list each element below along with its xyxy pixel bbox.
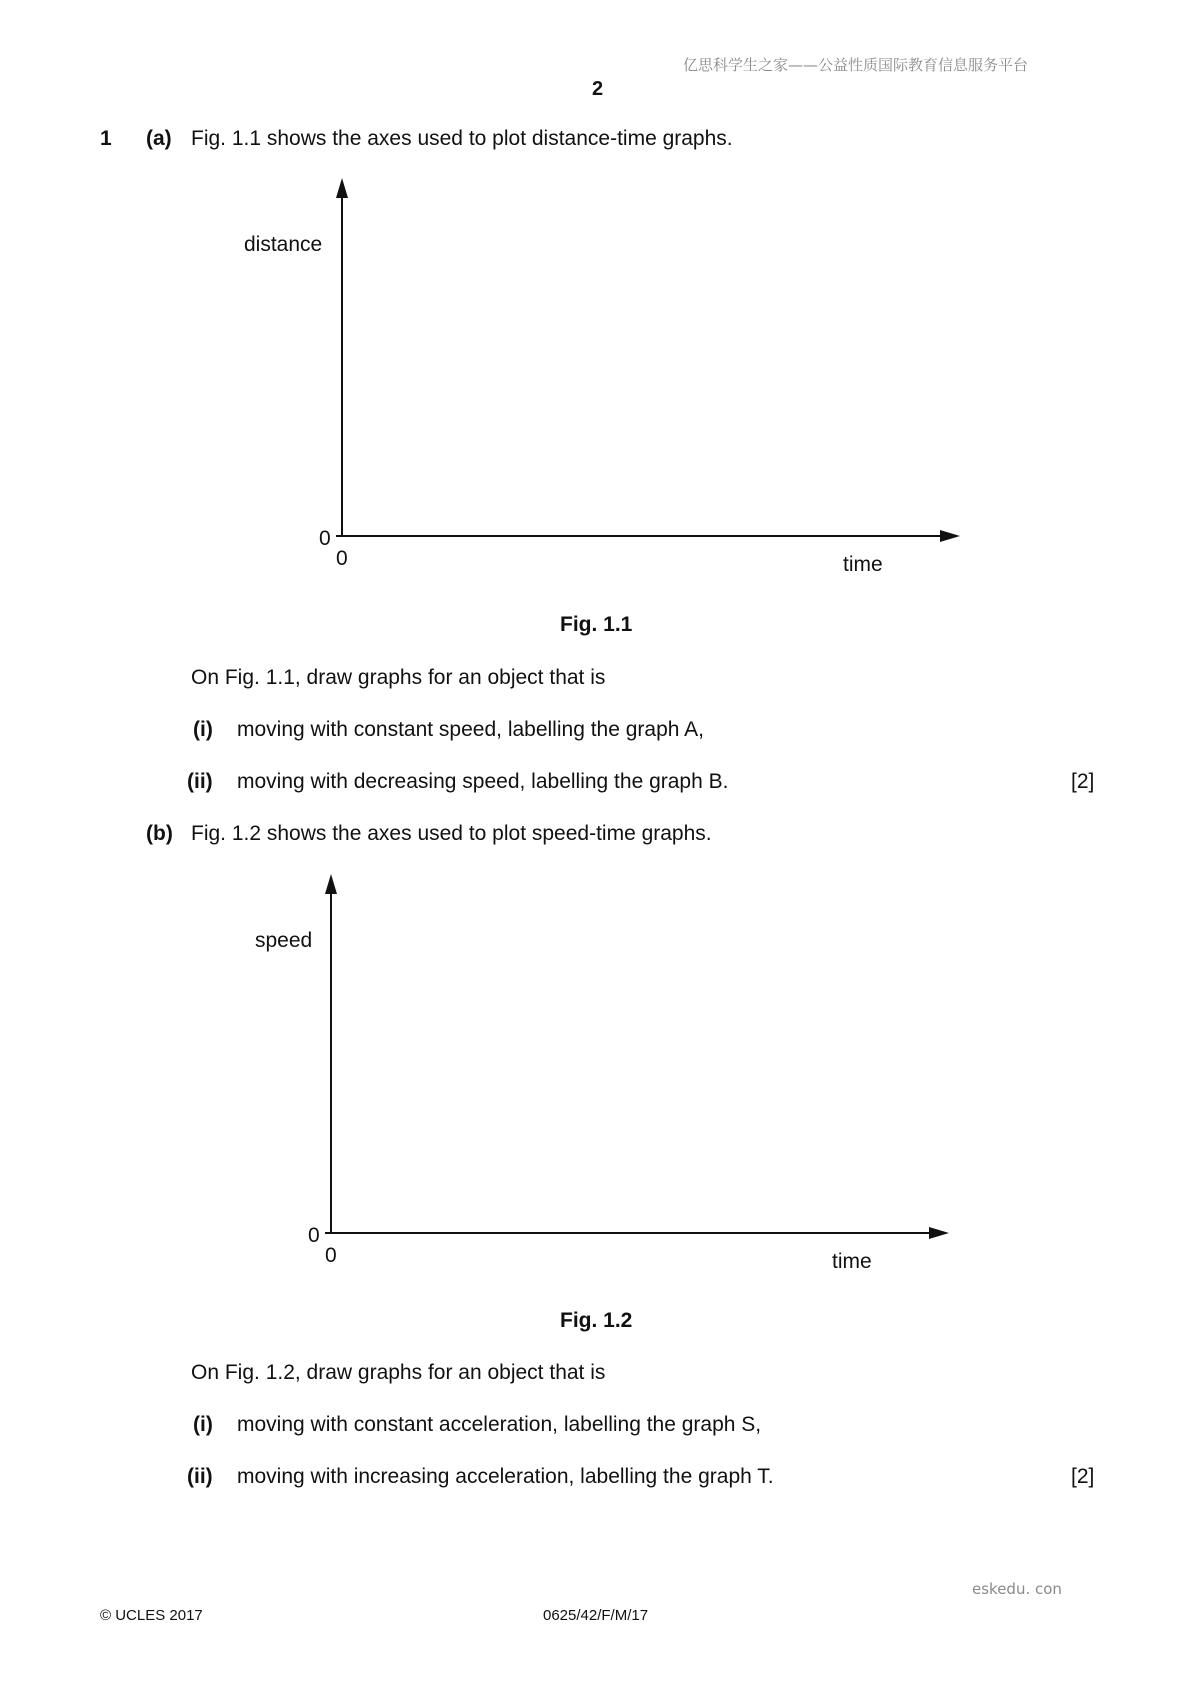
site-watermark: eskedu. con xyxy=(972,1580,1062,1598)
part-b-marks: [2] xyxy=(1071,1465,1095,1488)
footer-paper-code: 0625/42/F/M/17 xyxy=(543,1607,649,1624)
fig-1-2-x-arrow-icon xyxy=(929,1227,949,1239)
part-a-item-i-label: (i) xyxy=(193,718,213,741)
part-a-item-i-text: moving with constant speed, labelling the graph A, xyxy=(237,718,704,741)
fig-1-1-x-label: time xyxy=(843,553,883,576)
fig-1-2-x-axis xyxy=(325,1227,949,1239)
part-b-intro: Fig. 1.2 shows the axes used to plot speed-time graphs. xyxy=(191,822,712,845)
part-a-item-ii-text: moving with decreasing speed, labelling the graph B. xyxy=(237,770,729,793)
part-a-label: (a) xyxy=(146,127,172,150)
header-watermark: 亿思科学生之家——公益性质国际教育信息服务平台 xyxy=(683,56,1029,74)
part-a-instruction: On Fig. 1.1, draw graphs for an object that is xyxy=(191,666,606,689)
part-a-item-ii-label: (ii) xyxy=(187,770,213,793)
fig-1-1-y-origin: 0 xyxy=(319,527,331,550)
part-b-instruction: On Fig. 1.2, draw graphs for an object that is xyxy=(191,1361,606,1384)
fig-1-2-y-label: speed xyxy=(255,929,313,952)
part-b-item-ii-text: moving with increasing acceleration, labelling the graph T. xyxy=(237,1465,774,1488)
fig-1-2-y-axis xyxy=(325,874,337,1233)
fig-1-2-y-arrow-icon xyxy=(325,874,337,894)
footer-copyright: © UCLES 2017 xyxy=(100,1607,203,1624)
fig-1-1-y-label: distance xyxy=(244,233,323,256)
page-number: 2 xyxy=(592,78,604,100)
part-b-item-ii-label: (ii) xyxy=(187,1465,213,1488)
question-number: 1 xyxy=(100,127,112,150)
part-b-item-i-text: moving with constant acceleration, labelling the graph S, xyxy=(237,1413,762,1436)
fig-1-1-x-origin: 0 xyxy=(336,547,348,570)
part-b-label: (b) xyxy=(146,822,173,845)
fig-1-2-x-label: time xyxy=(832,1250,872,1273)
fig-1-1-caption: Fig. 1.1 xyxy=(560,613,633,636)
fig-1-2-y-origin: 0 xyxy=(308,1224,320,1247)
part-a-marks: [2] xyxy=(1071,770,1095,793)
fig-1-2-x-origin: 0 xyxy=(325,1244,337,1267)
part-b-item-i-label: (i) xyxy=(193,1413,213,1436)
part-a-intro: Fig. 1.1 shows the axes used to plot distance-time graphs. xyxy=(191,127,733,150)
fig-1-2-caption: Fig. 1.2 xyxy=(560,1309,633,1332)
